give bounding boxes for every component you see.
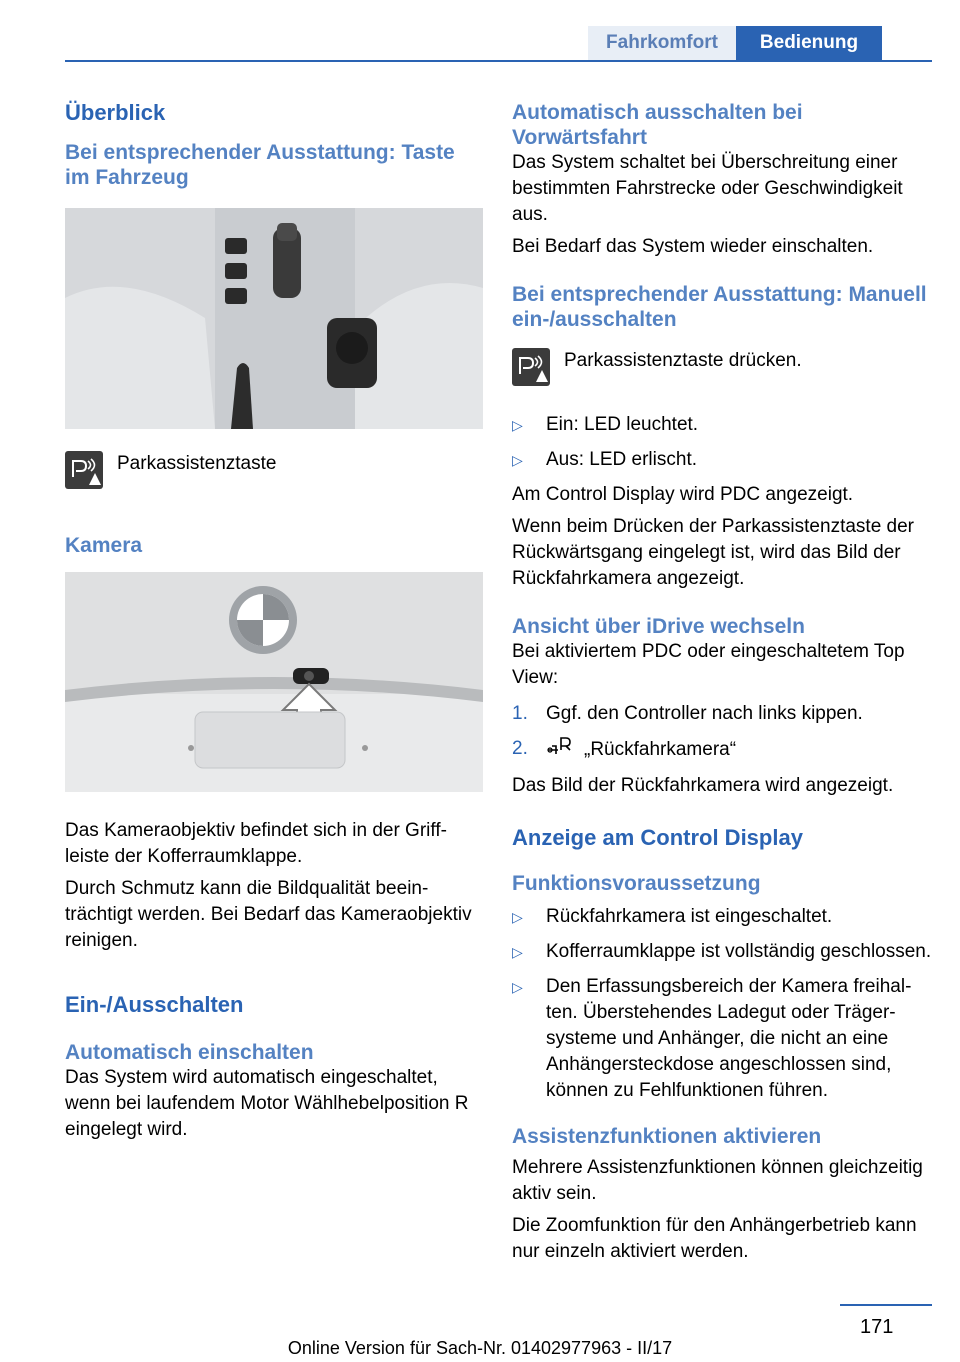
camera-paragraph-1: Das Kameraobjektiv befindet sich in der Griffleiste der Kofferraumklappe. [65, 820, 447, 867]
requirements-list [512, 904, 932, 1104]
header-rule [65, 60, 932, 62]
assist-paragraph-1: Mehrere Assistenzfunktionen können gleichzeitig aktiv sein. [512, 1157, 923, 1204]
park-assist-glyph [65, 451, 103, 489]
triangle-bullet-icon: ▷ [512, 452, 523, 468]
manual-icon-row [512, 348, 932, 386]
manual-list [512, 412, 932, 473]
auto-off-paragraph-1: Das System schaltet bei Überschreitung einer bestimmten Fahrstrecke oder Geschwindigkeit aus. [512, 152, 903, 225]
manual-icon-text: Parkassistenztaste drücken. [564, 350, 802, 371]
heading-assist: Assistenzfunktionen aktivieren [512, 1125, 822, 1148]
list-item [512, 974, 932, 1104]
assist-paragraph-2: Die Zoomfunktion für den Anhängerbetrieb kann nur einzeln aktiviert werden. [512, 1215, 917, 1262]
auto-on-paragraph: Das System wird automatisch eingeschaltet, wenn bei laufendem Motor Wählhebelposition R eingelegt wird. [65, 1067, 469, 1140]
triangle-bullet-icon: ▷ [512, 944, 523, 960]
park-assist-glyph [512, 348, 550, 386]
heading-auto-on: Automatisch einschalten [65, 1041, 314, 1064]
center-console-photo [65, 208, 483, 429]
auto-off-paragraph-2: Bei Bedarf das System wieder einschalten. [512, 236, 874, 257]
page-number: 171 [860, 1316, 894, 1338]
camera-photo [65, 572, 483, 792]
list-item [512, 939, 932, 965]
step-number: 2. [512, 738, 528, 759]
idrive-result: Das Bild der Rückfahrkamera wird angezeigt. [512, 775, 894, 796]
heading-button-in-vehicle: Bei entsprechender Ausstattung: Taste im Fahrzeug [65, 141, 455, 189]
manual-paragraph-1: Am Control Display wird PDC angezeigt. [512, 484, 854, 505]
heading-camera: Kamera [65, 534, 143, 557]
manual-paragraph-2: Wenn beim Drücken der Parkassistenztaste der Rückwärtsgang eingelegt ist, wird das Bild der Rückfahrkamera angezeigt. [512, 516, 914, 589]
online-version-footer: Online Version für Sach-Nr. 01402977963 - II/17 [287, 1338, 673, 1358]
tab-bedienung[interactable]: Bedienung [736, 26, 882, 60]
right-column [512, 100, 932, 1265]
triangle-bullet-icon: ▷ [512, 417, 523, 433]
rear-camera-icon [546, 736, 572, 764]
list-item-text: Aus: LED erlischt. [546, 449, 697, 470]
park-assist-button-icon [512, 348, 550, 386]
list-item-text: Rückfahrkamera ist eingeschaltet. [546, 906, 833, 927]
footer-rule [840, 1304, 932, 1306]
step-number: 1. [512, 703, 528, 724]
list-item-text: Ggf. den Controller nach links kippen. [546, 703, 863, 724]
trunk-camera-illustration [65, 572, 483, 792]
list-item-text: Ein: LED leuchtet. [546, 414, 699, 435]
list-item-text: Kofferraumklappe ist vollständig geschlossen. [546, 941, 932, 962]
heading-manual: Bei entsprechender Ausstattung: Manuell ein-/ausschalten [512, 283, 927, 331]
heading-auto-off: Automatisch ausschalten bei Vorwärtsfahrt [512, 101, 803, 149]
idrive-paragraph: Bei aktiviertem PDC oder eingeschaltetem Top View: [512, 641, 905, 688]
button-caption: Parkassistenztaste [117, 453, 277, 474]
tab-fahrkomfort[interactable]: Fahrkomfort [588, 26, 736, 60]
heading-display: Anzeige am Control Display [512, 825, 803, 850]
triangle-bullet-icon: ▷ [512, 979, 523, 995]
heading-overview: Überblick [65, 100, 166, 125]
list-item [512, 701, 932, 727]
heading-requirements: Funktionsvoraussetzung [512, 872, 761, 895]
button-caption-row [65, 451, 483, 489]
triangle-bullet-icon: ▷ [512, 909, 523, 925]
heading-idrive: Ansicht über iDrive wechseln [512, 615, 805, 638]
center-console-illustration [65, 208, 483, 429]
list-item [512, 412, 932, 438]
idrive-steps [512, 701, 932, 764]
list-item [512, 447, 932, 473]
list-item-text: „Rückfahrkamera“ [584, 739, 737, 761]
list-item [512, 736, 932, 764]
left-column [65, 100, 483, 1143]
park-assist-button-icon [65, 451, 103, 489]
list-item-text: Den Erfassungsbereich der Kamera freihalten. Überstehendes Ladegut oder Trägersysteme und Anhänger, die nicht an eine Anhängersteckdose angeschlossen sind, können zu Fehlfunktionen führen. [546, 976, 912, 1101]
list-item [512, 904, 932, 930]
rear-camera-glyph [546, 736, 572, 756]
heading-on-off: Ein-/Ausschalten [65, 992, 244, 1017]
camera-paragraph-2: Durch Schmutz kann die Bildqualität beeinträchtigt werden. Bei Bedarf das Kameraobjektiv reinigen. [65, 878, 472, 951]
page-header [0, 26, 960, 62]
